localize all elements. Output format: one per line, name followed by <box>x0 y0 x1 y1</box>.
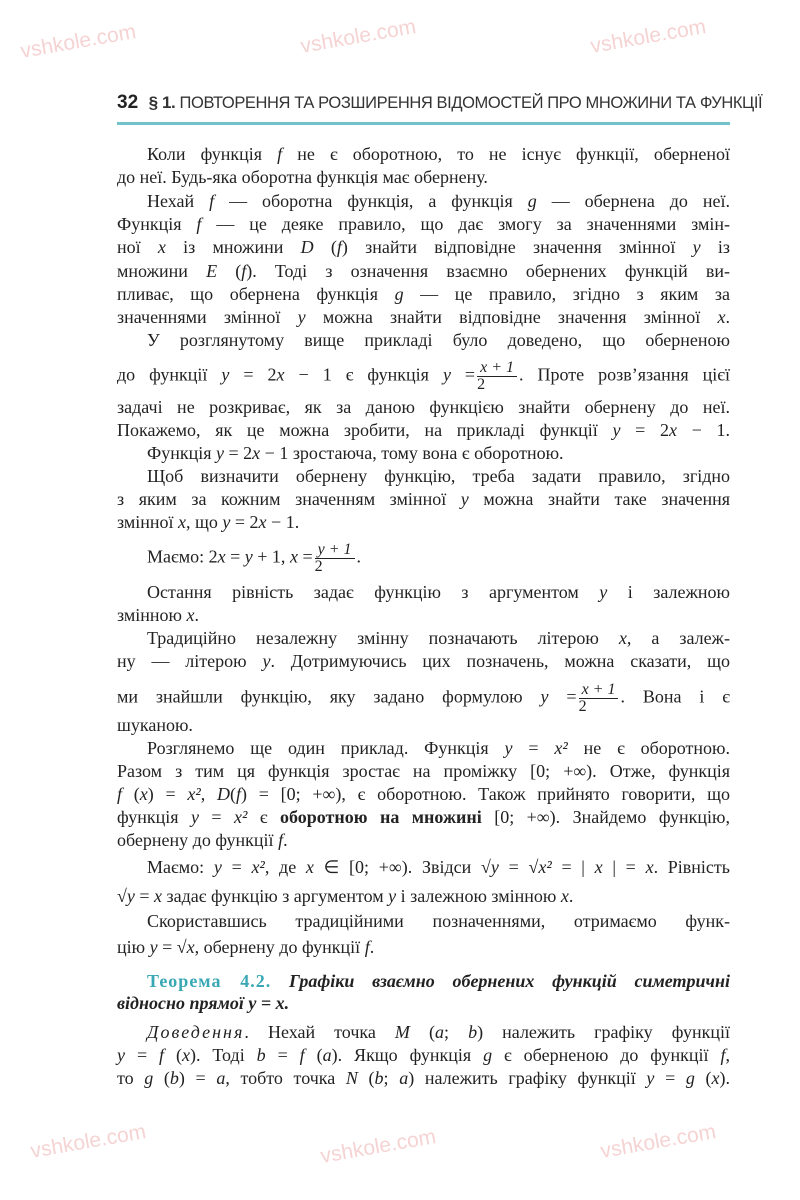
text-line <box>117 283 730 305</box>
text-segment: [0; +∞). Знайдемо функцію, <box>481 807 730 827</box>
text-segment: f <box>277 144 283 164</box>
page-header <box>117 92 763 116</box>
text-line <box>117 260 730 282</box>
text-line <box>117 604 730 626</box>
text-segment: Остання рівність задає функцію з аргументом <box>147 582 600 602</box>
text-segment: Щоб визначити обернену функцію, треба задати правило, згідно <box>147 466 730 486</box>
text-segment: = <box>450 364 476 385</box>
text-segment: Скориставшись традиційними позначеннями, отримаємо функ- <box>147 911 730 931</box>
text-segment: y <box>388 886 397 906</box>
text-segment: y <box>213 857 222 877</box>
text-segment: x² <box>538 857 552 877</box>
text-segment: − 1 зростаюча, тому вона є оборотною. <box>260 443 564 463</box>
text-segment: ( <box>304 1045 323 1065</box>
text-segment: = 2 <box>229 364 277 385</box>
text-segment: x <box>594 857 603 877</box>
text-segment: ). <box>719 1068 730 1088</box>
text-segment: f <box>117 784 123 804</box>
text-segment: і залежною змінною <box>396 886 561 906</box>
text-segment: ( <box>122 784 140 804</box>
text-segment: b <box>256 1045 266 1065</box>
text-segment: ). Тоді з означення взаємно обернених функцій ви- <box>246 261 730 281</box>
text-segment: , обернену до функції <box>194 937 365 957</box>
text-segment: a <box>399 1068 409 1088</box>
text-segment: . Проте розв’язання цієї <box>519 364 731 385</box>
text-segment: значеннями змінної <box>117 307 298 327</box>
text-segment: y <box>126 886 135 906</box>
text-line <box>147 737 730 759</box>
text-segment: Традиційно незалежну змінну позначають літерою <box>147 628 619 648</box>
text-line <box>147 581 730 603</box>
text-segment: − 1. <box>677 420 731 440</box>
text-segment: . <box>725 307 730 327</box>
text-segment: ( <box>153 1068 170 1088</box>
text-line <box>117 650 730 672</box>
text-segment: не є оборотною. <box>567 738 731 758</box>
text-line <box>117 783 730 805</box>
text-segment: f <box>720 1045 726 1065</box>
text-segment: y <box>190 807 199 827</box>
text-segment: f <box>336 237 342 257</box>
text-segment: ) належить графіку функції <box>408 1068 647 1088</box>
text-line <box>147 541 730 575</box>
text-line <box>147 143 730 165</box>
theorem-statement: Графіки взаємно обернених функцій симетричні <box>271 971 730 991</box>
text-segment: − 1. <box>266 512 300 532</box>
text-segment: x <box>186 937 195 957</box>
text-segment: = <box>134 886 155 906</box>
text-line <box>117 806 730 828</box>
text-segment: y <box>540 686 549 707</box>
text-segment: x <box>560 886 569 906</box>
text-segment: до функції <box>117 364 222 385</box>
text-segment: ) = [0; +∞), є оборотною. Також прийнято говорити, що <box>241 784 730 804</box>
text-segment: = <box>265 1045 300 1065</box>
text-segment: ) = <box>147 784 188 804</box>
text-segment: оборотною на множині <box>280 807 482 827</box>
text-segment: f <box>299 1045 305 1065</box>
text-segment: f <box>278 830 284 850</box>
text-segment: a <box>322 1045 332 1065</box>
text-segment: x <box>711 1068 720 1088</box>
section-title <box>149 94 763 112</box>
text-line <box>117 1067 730 1089</box>
text-segment: = <box>548 686 577 707</box>
proof-label: Доведення <box>147 1022 245 1042</box>
text-segment: = <box>221 857 252 877</box>
text-line <box>117 359 731 393</box>
text-segment: x <box>305 857 314 877</box>
text-segment: задає функцію з аргументом <box>162 886 389 906</box>
text-segment: x <box>157 237 166 257</box>
text-segment: ної <box>117 237 158 257</box>
text-segment: x <box>276 364 285 385</box>
text-line <box>117 306 730 328</box>
text-line <box>147 970 730 992</box>
text-segment: ( <box>164 1045 182 1065</box>
text-segment: f <box>241 261 247 281</box>
text-segment: можна знайти таке значення <box>468 489 730 509</box>
text-segment: x <box>618 628 627 648</box>
text-segment: x² <box>251 857 265 877</box>
text-segment: = 2 <box>230 512 259 532</box>
text-segment: b <box>374 1068 384 1088</box>
watermark: vshkole.com <box>588 15 708 58</box>
text-line <box>117 488 730 510</box>
text-segment: шуканою. <box>117 715 193 735</box>
text-segment: функція <box>117 807 191 827</box>
text-segment: цію <box>117 937 150 957</box>
text-line <box>147 627 730 649</box>
text-segment: g <box>685 1068 695 1088</box>
fraction-denominator: 2 <box>477 376 486 393</box>
text-segment: y <box>612 420 621 440</box>
text-line <box>117 166 730 188</box>
text-segment: y <box>216 443 225 463</box>
text-line <box>147 329 730 351</box>
text-segment: a <box>435 1022 444 1042</box>
text-segment: f <box>209 191 215 211</box>
text-segment: Розглянемо ще один приклад. Функція <box>147 738 505 758</box>
text-segment: = <box>225 546 245 567</box>
text-segment: + 1, <box>252 546 290 567</box>
text-segment: Маємо: <box>147 857 214 877</box>
text-segment: є оберненою до функції <box>492 1045 721 1065</box>
text-segment: = <box>125 1045 160 1065</box>
text-segment: Коли функція <box>147 144 278 164</box>
text-segment: = <box>654 1068 686 1088</box>
text-segment: , а залеж- <box>626 628 730 648</box>
text-segment: Функція <box>147 443 217 463</box>
text-segment: ). Якщо функція <box>331 1045 484 1065</box>
text-line <box>117 714 730 736</box>
text-segment: N <box>345 1068 358 1088</box>
text-segment: y <box>599 582 608 602</box>
text-segment: Маємо: 2 <box>147 546 218 567</box>
text-segment: не є оборотною, то не існує функції, оберненої <box>282 144 730 164</box>
text-segment: ми знайшли функцію, яку задано формулою <box>117 686 541 707</box>
text-line <box>117 213 730 235</box>
text-segment: обернену до функції <box>117 830 279 850</box>
text-segment: f <box>159 1045 165 1065</box>
text-segment: ( <box>409 1022 435 1042</box>
text-segment: y <box>460 489 469 509</box>
text-segment: = <box>297 546 313 567</box>
text-segment: , що <box>186 512 223 532</box>
text-line <box>147 465 730 487</box>
text-segment: b <box>169 1068 179 1088</box>
fraction <box>477 360 517 393</box>
text-segment: ) знайти відповідне значення змінної <box>341 237 693 257</box>
text-segment: √ <box>117 886 127 906</box>
text-segment: f <box>196 214 202 234</box>
text-segment: y <box>692 237 701 257</box>
text-segment: y <box>262 651 271 671</box>
text-segment: ( <box>694 1068 712 1088</box>
text-segment: змінної <box>117 512 179 532</box>
text-segment: до неї. Будь-яка оборотна функція має обернену. <box>117 167 488 187</box>
fraction-numerator: x + 1 <box>579 682 619 699</box>
text-segment: x <box>217 546 226 567</box>
text-segment: можна знайти відповідне значення змінної <box>305 307 718 327</box>
text-segment: x <box>181 1045 190 1065</box>
text-segment: g <box>394 284 404 304</box>
text-segment: — оборотна функція, а функція <box>214 191 528 211</box>
text-segment: a <box>216 1068 226 1088</box>
watermark: vshkole.com <box>598 1120 718 1163</box>
text-segment: = <box>198 807 234 827</box>
text-line <box>117 511 730 533</box>
text-segment: = <box>512 738 555 758</box>
text-segment: . Рівність <box>653 857 730 877</box>
watermark: vshkole.com <box>298 15 418 58</box>
text-segment: y <box>442 364 451 385</box>
section-title-text: ПОВТОРЕННЯ ТА РОЗШИРЕННЯ ВІДОМОСТЕЙ ПРО МНОЖИНИ ТА ФУНКЦІЇ <box>179 94 763 112</box>
text-segment: M <box>394 1022 410 1042</box>
text-segment: . <box>283 830 288 850</box>
text-segment: ∈ [0; +∞). Звідси √ <box>313 857 491 877</box>
text-line <box>147 442 730 464</box>
text-segment: то <box>117 1068 145 1088</box>
text-segment: g <box>144 1068 154 1088</box>
text-segment: з яким за кожним значенням змінної <box>117 489 461 509</box>
text-line <box>117 760 730 782</box>
text-segment: — це правило, згідно з яким за <box>403 284 731 304</box>
text-segment: ( <box>313 237 337 257</box>
text-segment: x <box>154 886 163 906</box>
fraction <box>315 542 355 575</box>
text-line <box>147 190 730 212</box>
text-segment: змінною <box>117 605 187 625</box>
text-segment: є <box>247 807 281 827</box>
text-segment: x² <box>554 738 568 758</box>
theorem-statement: відносно прямої y = x. <box>117 993 290 1013</box>
text-segment: y <box>297 307 306 327</box>
text-segment: із <box>700 237 730 257</box>
text-segment: D <box>217 784 231 804</box>
text-segment: − 1 є функція <box>284 364 443 385</box>
text-segment: x <box>139 784 148 804</box>
text-line <box>117 992 730 1014</box>
text-line <box>117 1044 730 1066</box>
text-segment: Функція <box>117 214 197 234</box>
text-segment: ( <box>357 1068 375 1088</box>
text-line <box>147 1021 730 1043</box>
watermark: vshkole.com <box>28 1120 148 1163</box>
text-segment: x <box>252 443 261 463</box>
text-segment: y <box>244 546 253 567</box>
text-segment: , <box>725 1045 730 1065</box>
text-segment: ) = <box>178 1068 217 1088</box>
text-segment: ). Тоді <box>189 1045 257 1065</box>
text-segment: — обернена до неї. <box>536 191 730 211</box>
text-segment: . <box>194 605 199 625</box>
text-segment: y <box>490 857 499 877</box>
text-segment: D <box>300 237 314 257</box>
text-line <box>117 396 730 418</box>
watermark: vshkole.com <box>318 1125 438 1168</box>
text-segment: задачі не розкриває, як за даною функцією знайти обернену до неї. <box>117 397 730 417</box>
text-segment: g <box>483 1045 493 1065</box>
text-segment: | = <box>602 857 646 877</box>
text-segment: . <box>356 546 361 567</box>
text-segment: x <box>178 512 187 532</box>
text-segment: — це деяке правило, що дає змогу за значеннями змін- <box>201 214 731 234</box>
text-segment: y <box>504 738 513 758</box>
text-segment: , тобто точка <box>225 1068 346 1088</box>
text-segment: і залежною <box>607 582 731 602</box>
text-segment: x <box>645 857 654 877</box>
text-line <box>117 936 730 958</box>
text-line <box>117 236 730 258</box>
text-segment: x² <box>187 784 201 804</box>
text-segment: = 2 <box>620 420 669 440</box>
text-segment: = 2 <box>224 443 253 463</box>
text-segment: , <box>200 784 218 804</box>
fraction-numerator: y + 1 <box>315 542 355 559</box>
text-segment: . Нехай точка <box>244 1022 395 1042</box>
text-segment: x <box>289 546 298 567</box>
text-line <box>147 856 730 878</box>
fraction-denominator: 2 <box>314 558 323 575</box>
text-segment: x <box>258 512 267 532</box>
fraction <box>579 682 619 715</box>
text-line <box>147 910 730 932</box>
text-segment: x <box>717 307 726 327</box>
page-number: 32 <box>117 92 139 113</box>
text-segment: y <box>117 1045 125 1065</box>
section-number: § 1. <box>148 93 176 112</box>
text-segment: ; <box>383 1068 400 1088</box>
text-segment: x² <box>234 807 248 827</box>
watermark: vshkole.com <box>18 20 138 63</box>
text-segment: із множини <box>165 237 301 257</box>
text-segment: x <box>186 605 195 625</box>
text-segment: E <box>206 261 218 281</box>
text-segment: Покажемо, як це можна зробити, на прикладі функції <box>117 420 613 440</box>
header-divider <box>117 122 730 125</box>
text-segment: b <box>468 1022 478 1042</box>
text-segment: ну — літерою <box>117 651 263 671</box>
text-segment: y <box>149 937 158 957</box>
text-segment: f <box>236 784 242 804</box>
text-segment: У розглянутому вище прикладі було доведено, що оберненою <box>147 330 730 350</box>
text-segment: Нехай <box>147 191 210 211</box>
text-segment: , де <box>264 857 306 877</box>
text-segment: = | <box>551 857 595 877</box>
text-line <box>117 681 731 715</box>
text-segment: = √ <box>157 937 187 957</box>
fraction-denominator: 2 <box>578 698 587 715</box>
theorem-label: Теорема 4.2. <box>147 971 272 991</box>
text-segment: . <box>568 886 574 906</box>
text-segment: g <box>527 191 537 211</box>
text-segment: пливає, що обернена функція <box>117 284 395 304</box>
text-segment: x <box>669 420 677 440</box>
text-segment: ) належить графіку функції <box>477 1022 730 1042</box>
text-segment: . <box>369 937 375 957</box>
text-segment: множини <box>117 261 207 281</box>
text-segment: y <box>221 364 230 385</box>
text-segment: . Вона і є <box>620 686 731 707</box>
fraction-numerator: x + 1 <box>477 360 517 377</box>
text-segment: y <box>222 512 231 532</box>
text-segment: . Дотримуючись цих позначень, можна сказати, що <box>270 651 730 671</box>
text-segment: ( <box>230 784 237 804</box>
text-segment: ; <box>444 1022 469 1042</box>
text-segment: ( <box>217 261 242 281</box>
text-line <box>117 829 730 851</box>
text-segment: f <box>364 937 370 957</box>
text-segment: y <box>646 1068 655 1088</box>
text-line <box>117 419 730 441</box>
text-line <box>117 885 730 907</box>
text-segment: = √ <box>498 857 539 877</box>
text-segment: Разом з тим ця функція зростає на проміжку [0; +∞). Отже, функція <box>117 761 730 781</box>
